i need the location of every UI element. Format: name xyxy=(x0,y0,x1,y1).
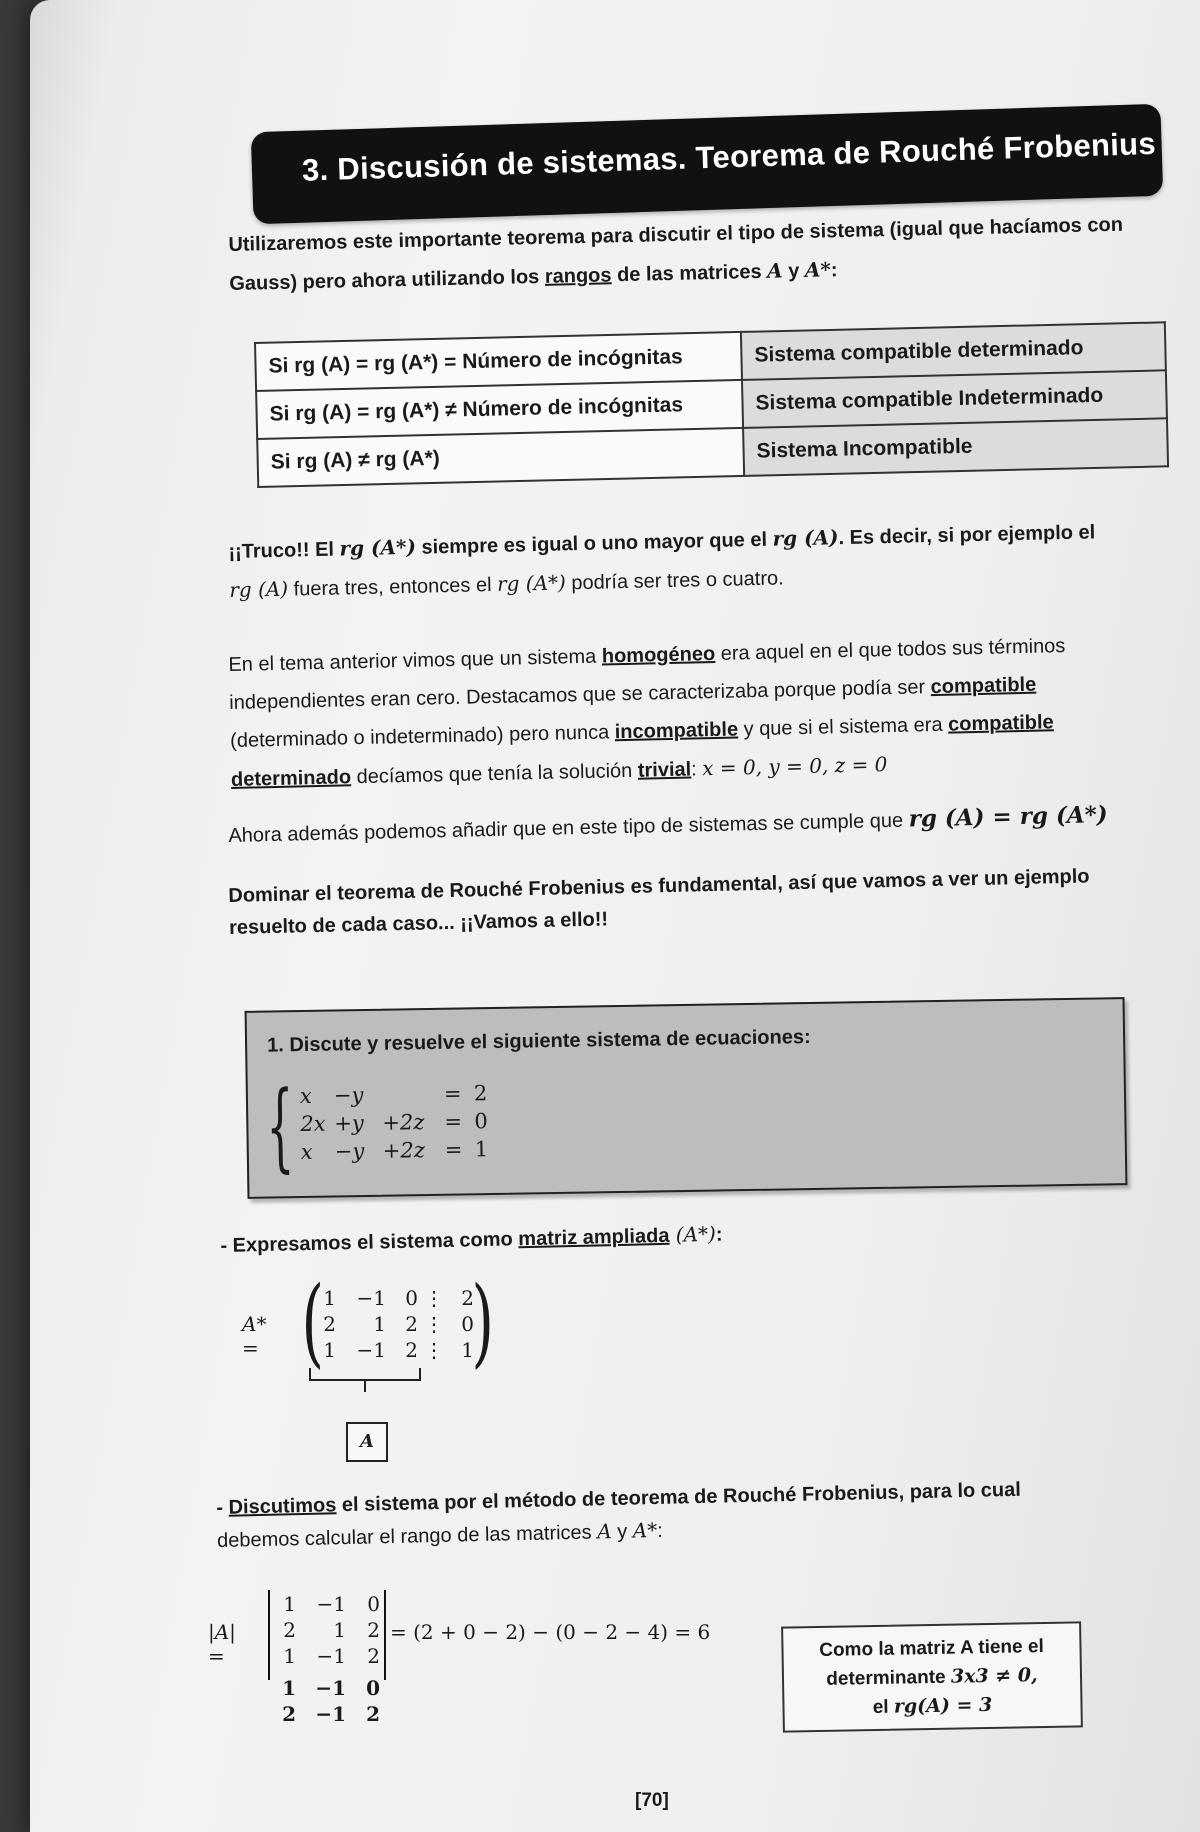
augmented-matrix-label: A* = xyxy=(242,1312,267,1360)
intro-line-1: Utilizaremos este importante teorema para discutir el tipo de sistema (igual que hacíamos con xyxy=(228,213,1124,256)
book-page xyxy=(30,0,1200,1832)
table-condition: Si rg (A) ≠ rg (A*) xyxy=(257,428,744,487)
dominar-paragraph: Dominar el teorema de Rouché Frobenius es fundamental, así que vamos a ver un ejemplo resuelto de cada caso... ¡¡Vamos a ello!! xyxy=(228,865,1090,939)
det-bar-left xyxy=(268,1590,270,1680)
table-result: Sistema compatible Indeterminado xyxy=(742,370,1167,428)
page-number: [70] xyxy=(635,1790,669,1811)
table-condition: Si rg (A) = rg (A*) ≠ Número de incógnitas xyxy=(256,380,743,439)
det-bar-right xyxy=(384,1590,386,1680)
left-paren: ( xyxy=(301,1266,324,1378)
ademas-paragraph: Ahora además podemos añadir que en este tipo de sistemas se cumple que rg (A) = rg (A*) xyxy=(228,801,1108,847)
equation-grid: x −y = 2 2x +y +2z = 0 x −y +2z = 1 xyxy=(299,1081,489,1165)
intro-line-2: Gauss) pero ahora utilizando los rangos de las matrices A y A*: xyxy=(229,257,838,295)
homogeneo-paragraph: En el tema anterior vimos que un sistema homogéneo era aquel en el que todos sus términos independientes eran cero. Destacamos que se caracterizaba porque podía ser compatible (determinado o indeterminado) pero nunca incompatible y que si el sistema era compatible determinado decíamos que tenía la solución trivial: x = 0, y = 0, z = 0 xyxy=(228,635,1066,791)
sarrus-extra-rows: 1 −1 0 2 −1 2 xyxy=(282,1676,380,1726)
determinant-grid: 1 −1 0 2 1 2 1 −1 2 xyxy=(283,1592,380,1668)
determinant-result: = (2 + 0 − 2) − (0 − 2 − 4) = 6 xyxy=(390,1620,711,1644)
rouche-table xyxy=(254,321,1169,488)
determinant-label: |A| = xyxy=(208,1620,236,1668)
left-brace: { xyxy=(265,1070,295,1183)
exercise-box xyxy=(245,997,1128,1199)
ampliada-heading: - Expresamos el sistema como matriz ampliada (A*): xyxy=(220,1221,723,1257)
conclusion-box: Como la matriz A tiene el determinante 3x3 ≠ 0, el rg(A) = 3 xyxy=(781,1621,1083,1732)
rangos-term: rangos xyxy=(544,264,612,288)
section-header xyxy=(251,104,1163,225)
matrix-a-label-box: A xyxy=(346,1422,388,1462)
discutimos-paragraph: - Discutimos el sistema por el método de teorema de Rouché Frobenius, para lo cual debemos calcular el rango de las matrices A y A*: xyxy=(216,1478,1022,1552)
exercise-title: 1. Discute y resuelve el siguiente sistema de ecuaciones: xyxy=(266,1026,811,1057)
section-title: 3. Discusión de sistemas. Teorema de Rouché Frobenius xyxy=(301,125,1157,188)
truco-paragraph: ¡¡Truco!! El rg (A*) siempre es igual o uno mayor que el rg (A). Es decir, si por ejemplo el rg (A) fuera tres, entonces el rg (A*) podría ser tres o cuatro. xyxy=(228,521,1096,602)
table-result: Sistema compatible determinado xyxy=(741,322,1166,380)
table-result: Sistema Incompatible xyxy=(743,418,1168,476)
augmented-matrix-grid: 1 −1 0 ⋮ 2 2 1 2 ⋮ 0 1 −1 2 ⋮ 1 xyxy=(323,1286,474,1362)
right-paren: ) xyxy=(471,1266,494,1378)
table-condition: Si rg (A) = rg (A*) = Número de incógnitas xyxy=(255,332,742,391)
under-brace xyxy=(308,1366,428,1406)
